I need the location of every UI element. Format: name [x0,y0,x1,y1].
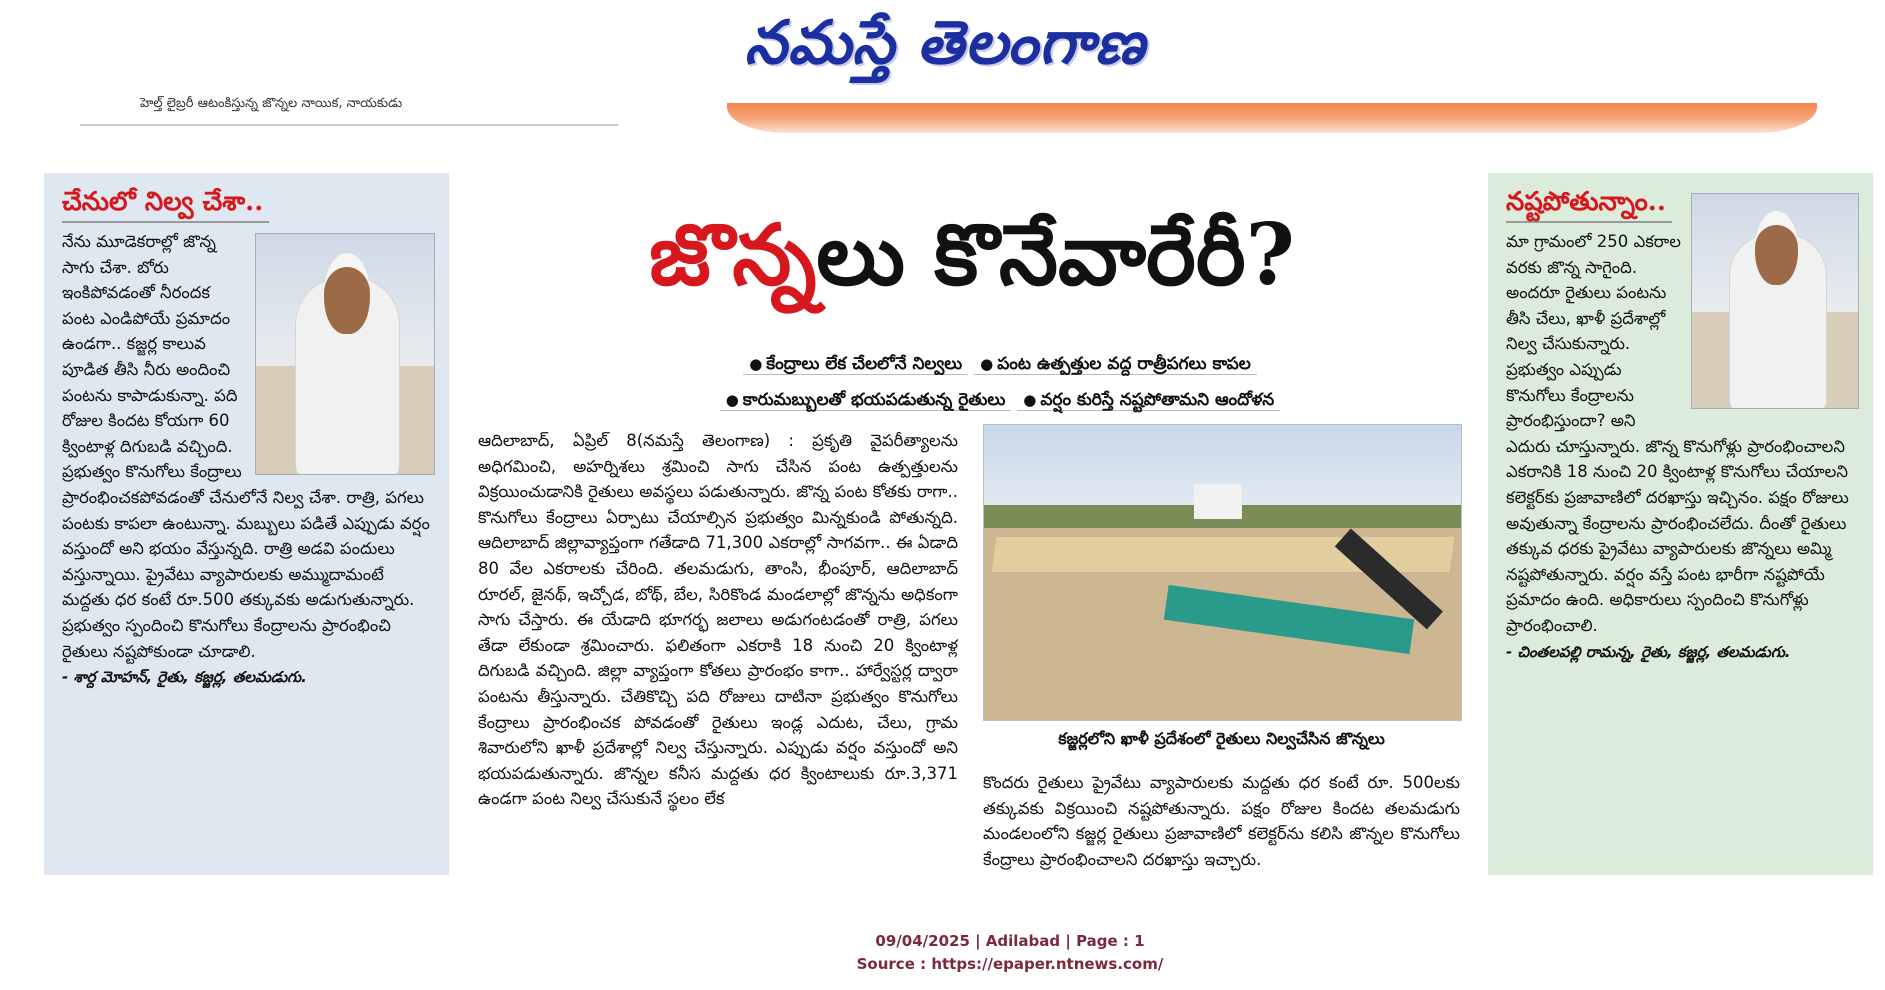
article-column-1: ఆదిలాబాద్, ఏప్రిల్ 8(నమస్తే తెలంగాణ) : ప్రకృతి వైపరీత్యాలను అధిగమించి, అహర్నిశలు శ్రమించి సాగు చేసిన పంట ఉత్పత్తులను విక్రయించుడానికి రైతులు అవస్థలు పడుతున్నారు. జొన్న పంట కోతకు రాగా.. కొనుగోలు కేంద్రాలు ఏర్పాటు చేయాల్సిన ప్రభుత్వం మిన్నకుండి పోతున్నది. ఆదిలాబాద్ జిల్లావ్యాప్తంగా గతేడాది 71,300 ఎకరాల్లో సాగవగా.. ఈ ఏడాది 80 వేల ఎకరాలకు చేరింది. తలమడుగు, తాంసి, భీంపూర్, ఆదిలాబాద్ రూరల్, జైనథ్, ఇచ్చోడ, బోథ్, బేల, సిరికొండ మండలాల్లో జొన్నను అధికంగా సాగు చేస్తారు. ఈ యేడాది భూగర్భ జలాలు అడుగంటడంతో రాత్రి, పగలు తేడా లేకుండా శ్రమించారు. ఫలితంగా ఎకరాకి 18 నుంచి 20 క్వింటాళ్ల దిగుబడి వచ్చింది. జిల్లా వ్యాప్తంగా కోతలు ప్రారంభం కాగా.. హార్వేస్టర్ల ద్వారా పంటను తీస్తున్నారు. చేతికొచ్చి పది రోజులు దాటినా ప్రభుత్వం కొనుగోలు కేంద్రాలు ప్రారంభించక పోవడంతో రైతులు ఇండ్ల ఎదుట, చేలు, గ్రామ శివారులోని ఖాళీ ప్రదేశాల్లో నిల్వ చేస్తున్నారు. ఎప్పుడు వర్షం వస్తుందో అని భయపడుతున్నారు. జొన్నల కనీస మద్దతు ధర క్వింటాలుకు రూ.3,371 ఉండగా పంట నిల్వ చేసుకునే స్థలం లేక [478,431,958,809]
footer [640,930,1380,976]
subhead-4: వర్షం కురిస్తే నష్టపోతామని ఆందోళన [1040,390,1275,410]
left-sidebar [44,173,449,875]
grain-field-photo [983,424,1462,721]
header-band [727,103,1817,133]
left-sidebar-heading: చేనులో నిల్వ చేశా.. [62,183,269,223]
headline-black: లు కొనేవారేరీ? [816,205,1295,304]
right-sidebar [1488,173,1873,875]
right-sidebar-byline: - చింతలపల్లి రామన్న, రైతు, కజ్జర్ల, తలమడుగు. [1506,642,1791,661]
subhead-3: కారుమబ్బులతో భయపడుతున్న రైతులు [742,390,1006,410]
farmer-photo-left [255,233,435,475]
left-sidebar-byline: - శార్ద మోహన్, రైతు, కజ్జర్ల, తలమడుగు. [62,668,307,687]
cut-off-text: హెల్త్ లైబ్రరీ ఆటంకిస్తున్న జొన్నల నాయిక, నాయకుడు [140,96,403,111]
right-sidebar-body: మా గ్రామంలో 250 ఎకరాల వరకు జొన్న సాగైంది. అందరూ రైతులు పంటను తీసి చేలు, ఖాళీ ప్రదేశాల్లో నిల్వ చేసుకున్నారు. ప్రభుత్వం ఎప్పుడు కొనుగోలు కేంద్రాలను ప్రారంభిస్తుందా? అని ఎదురు చూస్తున్నారు. జొన్న కొనుగోళ్లు ప్రారంభించాలని ఎకరానికి 18 నుంచి 20 క్వింటాళ్ల కొనుగోలు చేయాలని కలెక్టర్‌కు ప్రజావాణిలో దరఖాస్తు ఇచ్చినం. పక్షం రోజులు అవుతున్నా కేంద్రాలను ప్రారంభించలేదు. దీంతో రైతులు తక్కువ ధరకు ప్రైవేటు వ్యాపారులకు జొన్నలు అమ్మి నష్టపోతున్నారు. వర్షం వస్తే పంట భారీగా నష్టపోయే ప్రమాదం ఉంది. అధికారులు స్పందించి కొనుగోళ్లు ప్రారంభించాలి. [1506,232,1849,635]
farmer-photo-right [1691,193,1859,409]
divider [80,124,618,126]
left-sidebar-body: నేను మూడెకరాల్లో జొన్న సాగు చేశా. బోరు ఇంకిపోవడంతో నీరందక పంట ఎండిపోయే ప్రమాదం ఉండగా.. కజ్జర్ల కాలువ పూడిత తీసి నీరు అందించి పంటను కాపాడుకున్నా. పది రోజుల కిందట కోయగా 60 క్వింటాళ్ల దిగుబడి వచ్చింది. ప్రభుత్వం కొనుగోలు కేంద్రాలు ప్రారంభించకపోవడంతో చేనులోనే నిల్వ చేశా. రాత్రి, పగలు పంటకు కాపలా ఉంటున్నా. మబ్బులు పడితే ఎప్పుడు వర్షం వస్తుందో అని భయం వేస్తున్నది. రాత్రి అడవి పందులు వస్తున్నాయి. ప్రైవేటు వ్యాపారులకు అమ్ముదామంటే మద్దతు ధర కంటే రూ.500 తక్కువకు అడుగుతున్నారు. ప్రభుత్వం స్పందించి కొనుగోలు కేంద్రాలను ప్రారంభించి రైతులు నష్టపోకుండా చూడాలి. [62,232,430,661]
subheads: ● కేంద్రాలు లేక చేలలోనే నిల్వలు ● పంట ఉత్పత్తుల వద్ద రాత్రీపగలు కాపల ● కారుమబ్బులతో భయపడుతున్న రైతులు ● వర్షం కురిస్తే నష్టపోతామని ఆందోళన [640,346,1360,418]
headline [492,200,1452,310]
subhead-2: పంట ఉత్పత్తుల వద్ద రాత్రీపగలు కాపల [997,354,1251,374]
masthead-logo: నమస్తే తెలంగాణ [744,8,1146,78]
right-sidebar-heading: నష్టపోతున్నాం.. [1506,183,1672,223]
headline-red: జొన్న [649,205,817,304]
footer-source-link[interactable]: Source : https://epaper.ntnews.com/ [856,955,1164,973]
footer-date-line: 09/04/2025 | Adilabad | Page : 1 [875,932,1145,950]
photo-caption: కజ్జర్లలోని ఖాళీ ప్రదేశంలో రైతులు నిల్వచేసిన జొన్నలు [1058,729,1385,748]
article-column-2: కొందరు రైతులు ప్రైవేటు వ్యాపారులకు మద్దతు ధర కంటే రూ. 500లకు తక్కువకు విక్రయించి నష్టపోతున్నారు. పక్షం రోజుల కిందట తలమడుగు మండలంలోని కజ్జర్ల రైతులు ప్రజావాణిలో కలెక్టర్‌ను కలిసి జొన్నల కొనుగోలు కేంద్రాలు ప్రారంభించాలని దరఖాస్తు ఇచ్చారు. [983,773,1460,869]
subhead-1: కేంద్రాలు లేక చేలలోనే నిల్వలు [766,354,963,374]
